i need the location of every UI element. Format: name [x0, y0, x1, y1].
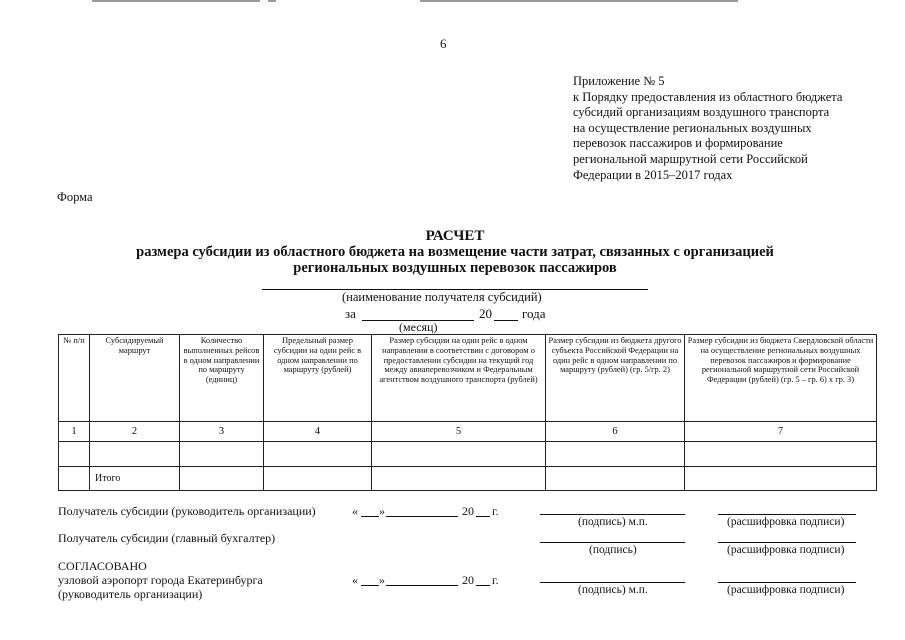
signature-mp-caption: (подпись) м.п.	[578, 584, 648, 596]
table-cell	[59, 467, 90, 491]
total-label: Итого	[90, 467, 180, 491]
column-number-row	[59, 422, 877, 442]
airport-head-label: (руководитель организации)	[58, 587, 203, 601]
column-number: 3	[180, 422, 264, 442]
scan-edge-mark	[420, 0, 738, 2]
period-za: за	[345, 306, 356, 321]
decoding-caption: (расшифровка подписи)	[727, 516, 845, 528]
day-blank	[361, 585, 379, 586]
year-prefix: 20	[462, 504, 474, 518]
signature-line	[540, 514, 685, 515]
header-cell: Размер субсидии на один рейс в одном направлении в соответствии с договором о предоставлении субсидии на текущий год между авиаперевозчиком и Федеральным агентством воздушного транспорта (рублей)	[372, 335, 546, 422]
decoding-caption: (расшифровка подписи)	[727, 584, 845, 596]
signature-mp-caption: (подпись) м.п.	[578, 516, 648, 528]
header-cell: Субсидируемый маршрут	[90, 335, 180, 422]
month-blank	[386, 585, 458, 586]
year-blank	[494, 320, 518, 321]
appendix-line: перевозок пассажиров и формирование	[573, 136, 783, 151]
column-number: 6	[546, 422, 685, 442]
column-number: 1	[59, 422, 90, 442]
decoding-line	[718, 514, 856, 515]
recipient-head-label: Получатель субсидии (руководитель организации)	[58, 504, 316, 518]
table-cell	[546, 442, 685, 467]
table-header-row	[59, 335, 877, 422]
column-number: 2	[90, 422, 180, 442]
header-cell: Количество выполненных рейсов в одном направлении по маршруту (единиц)	[180, 335, 264, 422]
table-row	[59, 442, 877, 467]
appendix-line: Федерации в 2015–2017 годах	[573, 167, 733, 182]
date-open-quote: «	[352, 504, 358, 518]
table-cell	[685, 467, 877, 491]
signature-line	[540, 582, 685, 583]
form-label: Форма	[57, 190, 93, 204]
title-line: региональных воздушных перевозок пассажиров	[293, 260, 617, 276]
table-cell	[180, 467, 264, 491]
recipient-caption: (наименование получателя субсидий)	[342, 290, 542, 304]
year-blank	[476, 585, 490, 586]
appendix-line: на осуществление региональных воздушных	[573, 120, 812, 135]
table-cell	[372, 442, 546, 467]
total-row	[59, 467, 877, 491]
year-suffix: г.	[492, 573, 499, 587]
column-number: 4	[264, 422, 372, 442]
year-blank	[476, 516, 490, 517]
decoding-line	[718, 542, 856, 543]
appendix-line: Приложение № 5	[573, 74, 665, 88]
appendix-line: региональной маршрутной сети Российской	[573, 151, 808, 166]
date-close-quote: »	[379, 573, 385, 587]
date-open-quote: «	[352, 573, 358, 587]
table-cell	[264, 442, 372, 467]
decoding-line	[718, 582, 856, 583]
header-cell: Размер субсидии из бюджета другого субъекта Российской Федерации на один рейс в одном направлении по маршруту (рублей) (гр. 5/гр. 2)	[546, 335, 685, 422]
column-number: 5	[372, 422, 546, 442]
calculation-table	[58, 334, 877, 491]
appendix-note	[573, 74, 873, 183]
table-cell	[372, 467, 546, 491]
header-cell: № п/п	[59, 335, 90, 422]
table-cell	[546, 467, 685, 491]
signature-line	[540, 542, 685, 543]
header-cell: Размер субсидии из бюджета Свердловской области на осуществление региональных воздушных перевозок пассажиров и формирование региональной маршрутной сети Российской Федерации (рублей) (гр. 5 – гр. 6) x гр. 3)	[685, 335, 877, 422]
agreed-label: СОГЛАСОВАНО	[58, 559, 147, 573]
year-prefix: 20	[462, 573, 474, 587]
column-number: 7	[685, 422, 877, 442]
recipient-accountant-label: Получатель субсидии (главный бухгалтер)	[58, 531, 276, 545]
table-cell	[180, 442, 264, 467]
table-cell	[264, 467, 372, 491]
day-blank	[361, 516, 379, 517]
appendix-line: субсидий организациям воздушного транспорта	[573, 105, 830, 120]
scan-edge-mark	[268, 0, 276, 2]
date-close-quote: »	[379, 504, 385, 518]
year-suffix: г.	[492, 504, 499, 518]
table-cell	[685, 442, 877, 467]
table-cell	[59, 442, 90, 467]
page-number: 6	[440, 36, 447, 51]
period-year-word: года	[522, 306, 546, 321]
document-title	[60, 228, 850, 276]
header-cell: Предельный размер субсидии на один рейс в одном направлении по маршруту (рублей)	[264, 335, 372, 422]
period-year-prefix: 20	[479, 306, 492, 321]
month-caption: (месяц)	[399, 320, 438, 334]
appendix-line: к Порядку предоставления из областного бюджета	[573, 89, 843, 104]
airport-label: узловой аэропорт города Екатеринбурга	[58, 573, 263, 587]
decoding-caption: (расшифровка подписи)	[727, 544, 845, 556]
title-line: размера субсидии из областного бюджета на возмещение части затрат, связанных с организацией	[136, 244, 774, 260]
signature-caption: (подпись)	[589, 544, 637, 556]
month-blank	[386, 516, 458, 517]
scan-edge-mark	[92, 0, 260, 2]
table-cell	[90, 442, 180, 467]
title-main: РАСЧЕТ	[425, 228, 485, 244]
